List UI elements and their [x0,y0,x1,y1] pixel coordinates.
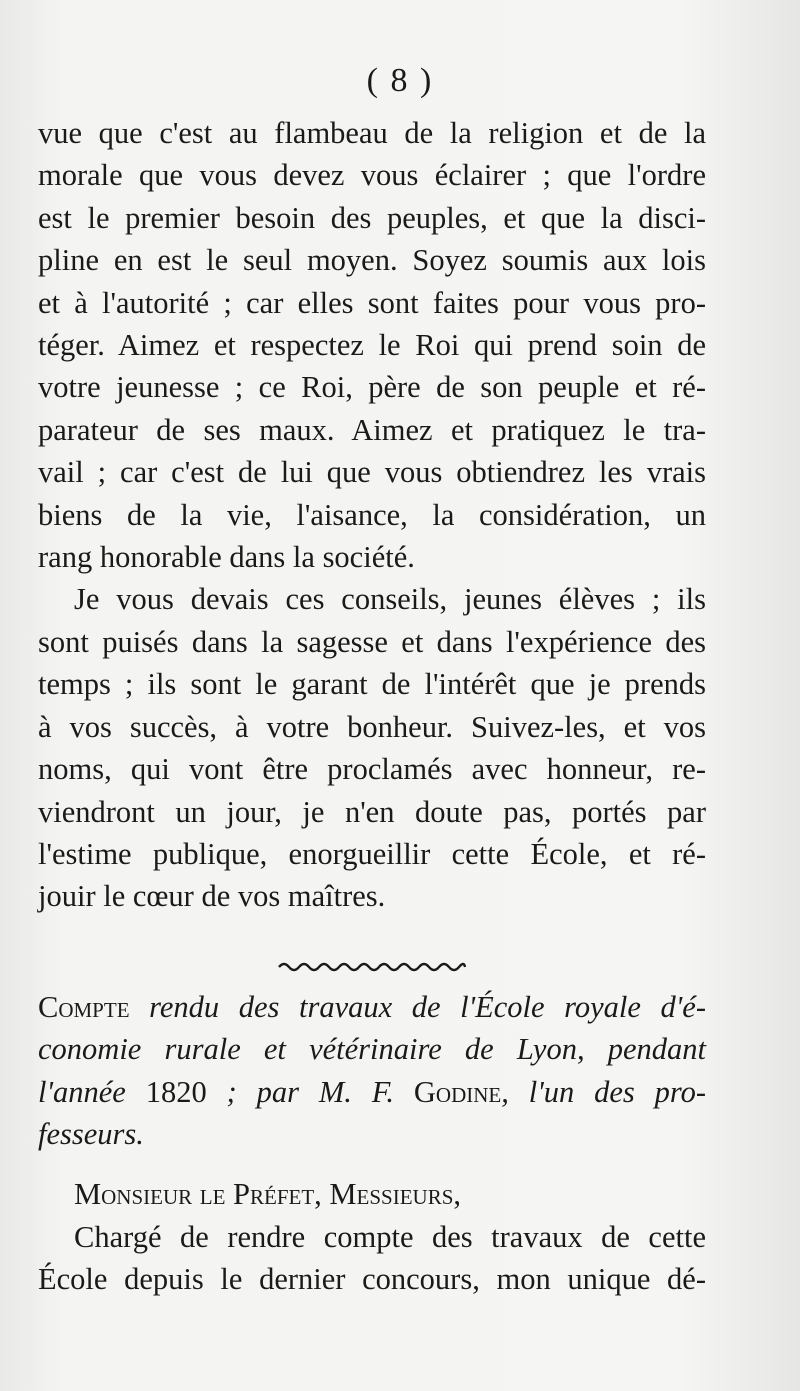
text-line: Je vous devais ces conseils, jeunes élèves ; ils [74,582,706,617]
text-line: morale que vous devez vous éclairer ; que l'ordre [38,158,706,193]
text-line: votre jeunesse ; ce Roi, père de son peuple et ré- [38,370,706,405]
heading-text: , l'un des pro- [501,1074,706,1109]
text-line: biens de la vie, l'aisance, la considération, un [38,497,706,532]
heading-text: l'année [38,1074,146,1109]
spacer [38,1155,706,1173]
salutation: Monsieur le Préfet, Messieurs, [74,1177,462,1212]
heading-initials: M. F. [318,1074,414,1109]
text-line: rang honorable dans la société. [38,540,415,575]
text-line: téger. Aimez et respectez le Roi qui prend soin de [38,328,706,363]
text-line: et à l'autorité ; car elles sont faites pour vous pro- [38,285,706,320]
text-line: est le premier besoin des peuples, et que la disci- [38,200,706,235]
report-heading [38,986,706,1156]
paragraph-3 [38,1216,706,1301]
ornamental-divider [38,944,706,968]
text-line: sont puisés dans la sagesse et dans l'expérience des [38,624,706,659]
wavy-rule-icon [277,959,467,975]
text-line: à vos succès, à votre bonheur. Suivez-les, et vos [38,709,706,744]
page-body [38,112,706,1301]
text-line: parateur de ses maux. Aimez et pratiquez le tra- [38,412,706,447]
paragraph-2 [38,578,706,917]
text-line: École depuis le dernier concours, mon unique dé- [38,1262,706,1297]
text-line: pline en est le seul moyen. Soyez soumis aux lois [38,243,706,278]
heading-line: conomie rurale et vétérinaire de Lyon, pendant [38,1032,706,1067]
heading-compte: Compte [38,989,130,1024]
text-line: noms, qui vont être proclamés avec honneur, re- [38,752,706,787]
text-line: viendront un jour, je n'en doute pas, portés par [38,794,706,829]
text-line: vue que c'est au flambeau de la religion et de la [38,116,706,150]
text-line: temps ; ils sont le garant de l'intérêt que je prends [38,667,706,702]
text-line: jouir le cœur de vos maîtres. [38,879,386,914]
heading-year: 1820 [145,1074,207,1109]
paragraph-1 [38,112,706,578]
page-number: ( 8 ) [366,62,434,99]
heading-text: rendu des travaux de l'École royale d'é- [129,989,706,1024]
heading-line: fesseurs. [38,1116,144,1151]
text-line: vail ; car c'est de lui que vous obtiendrez les vrais [38,455,706,490]
text-line: l'estime publique, enorgueillir cette École, et ré- [38,836,706,871]
text-line: Chargé de rendre compte des travaux de cette [74,1219,706,1254]
heading-line [38,986,706,1028]
heading-line [38,1071,706,1113]
heading-text: ; par [206,1074,319,1109]
heading-author: Godine [413,1074,502,1109]
